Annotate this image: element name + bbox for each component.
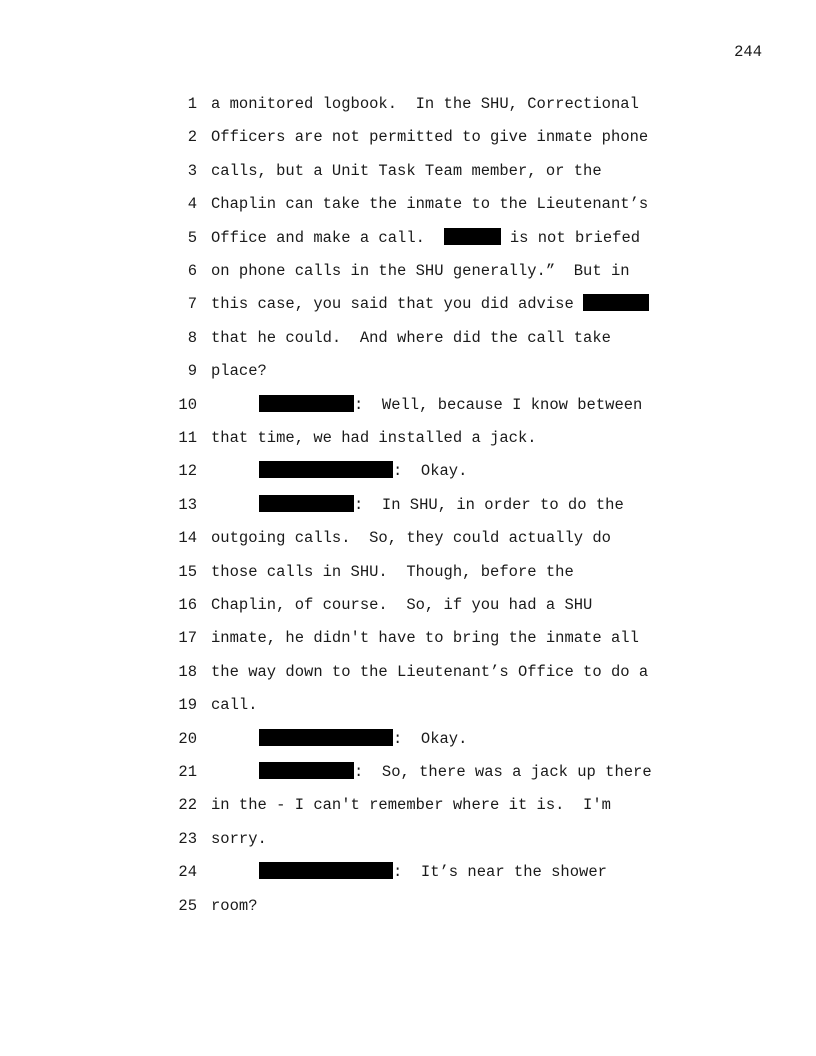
line-number: 24	[178, 863, 197, 882]
redaction-block	[259, 729, 393, 746]
line-number: 20	[178, 729, 197, 748]
transcript-line	[0, 729, 816, 749]
text-segment: : It’s near the shower	[393, 863, 607, 882]
text-segment: : Well, because I know between	[354, 395, 643, 414]
line-number: 10	[178, 395, 197, 414]
redaction-block	[583, 294, 649, 311]
transcript-line	[0, 896, 816, 916]
line-number: 14	[178, 529, 197, 548]
line-text	[211, 695, 258, 715]
text-segment: those calls in SHU. Though, before the	[211, 562, 574, 581]
speaker-line-text	[259, 395, 642, 415]
transcript-line	[0, 829, 816, 849]
transcript-line	[0, 428, 816, 448]
line-text	[211, 528, 611, 548]
transcript-line	[0, 762, 816, 782]
line-text	[211, 94, 639, 114]
transcript-line	[0, 495, 816, 515]
text-segment: : So, there was a jack up there	[354, 763, 652, 781]
text-segment: the way down to the Lieutenant’s Office to do a	[211, 662, 649, 681]
transcript-line	[0, 328, 816, 348]
text-segment: room?	[211, 896, 258, 915]
line-text	[211, 127, 648, 147]
line-number: 5	[187, 228, 197, 247]
transcript-line	[0, 161, 816, 181]
line-text	[211, 562, 574, 582]
line-text	[211, 595, 592, 615]
line-text	[211, 795, 611, 815]
line-number: 15	[178, 562, 197, 581]
redaction-block	[259, 495, 354, 512]
line-number: 4	[187, 195, 197, 214]
redaction-block	[259, 461, 393, 478]
transcript-line	[0, 94, 816, 114]
line-number: 6	[187, 262, 197, 280]
text-segment: : Okay.	[393, 462, 468, 481]
text-segment: outgoing calls. So, they could actually do	[211, 529, 611, 548]
transcript-line	[0, 361, 816, 381]
text-segment: Chaplin can take the inmate to the Lieutenant’s	[211, 195, 649, 214]
text-segment: is not briefed	[500, 228, 641, 247]
transcript-line	[0, 194, 816, 214]
line-number: 19	[178, 696, 197, 715]
line-number: 23	[178, 829, 197, 848]
transcript-line	[0, 862, 816, 882]
transcript-line	[0, 261, 816, 281]
line-text	[211, 294, 649, 314]
text-segment: Office and make a call.	[211, 228, 444, 247]
redaction-block	[444, 228, 501, 245]
transcript-line	[0, 795, 816, 815]
line-text	[211, 261, 630, 281]
transcript-line	[0, 562, 816, 582]
transcript-line	[0, 294, 816, 314]
text-segment: a monitored logbook. In the SHU, Correctional	[211, 95, 639, 113]
transcript-line	[0, 595, 816, 615]
line-number: 9	[187, 362, 197, 381]
redaction-block	[259, 762, 354, 779]
text-segment: that time, we had installed a jack.	[211, 429, 537, 447]
transcript-line	[0, 228, 816, 248]
line-text	[211, 628, 639, 648]
transcript-line	[0, 127, 816, 147]
speaker-line-text	[259, 729, 467, 749]
speaker-line-text	[259, 762, 652, 782]
line-number: 8	[187, 328, 197, 347]
line-text	[211, 428, 537, 448]
text-segment: in the - I can't remember where it is. I'm	[211, 796, 611, 815]
line-number: 18	[178, 662, 197, 681]
speaker-line-text	[259, 862, 607, 882]
line-number: 11	[178, 429, 197, 447]
line-text	[211, 228, 640, 248]
text-segment: : In SHU, in order to do the	[354, 495, 624, 514]
line-number: 17	[178, 629, 197, 648]
text-segment: on phone calls in the SHU generally.” But in	[211, 262, 630, 280]
line-number: 21	[178, 763, 197, 781]
transcript-line	[0, 662, 816, 682]
text-segment: this case, you said that you did advise	[211, 295, 584, 314]
text-segment: calls, but a Unit Task Team member, or the	[211, 161, 602, 180]
line-text	[211, 662, 648, 682]
speaker-line-text	[259, 461, 467, 481]
line-number: 16	[178, 596, 197, 614]
line-text	[211, 194, 648, 214]
line-number: 13	[178, 495, 197, 514]
line-number: 7	[187, 295, 197, 314]
text-segment: that he could. And where did the call take	[211, 328, 611, 347]
page-number: 244	[734, 43, 762, 61]
transcript-line	[0, 528, 816, 548]
line-text	[211, 161, 602, 181]
text-segment: Officers are not permitted to give inmate phone	[211, 128, 649, 147]
line-text	[211, 829, 267, 849]
line-number: 22	[178, 796, 197, 815]
redaction-block	[259, 395, 354, 412]
line-text	[211, 361, 267, 381]
redaction-block	[259, 862, 393, 879]
text-segment: Chaplin, of course. So, if you had a SHU	[211, 596, 593, 614]
transcript-line	[0, 695, 816, 715]
text-segment: call.	[211, 696, 258, 715]
line-number: 2	[187, 128, 197, 147]
transcript-line	[0, 628, 816, 648]
text-segment: sorry.	[211, 829, 267, 848]
line-number: 12	[178, 462, 197, 481]
text-segment: place?	[211, 362, 267, 381]
line-number: 3	[187, 161, 197, 180]
text-segment: : Okay.	[393, 729, 468, 748]
line-number: 25	[178, 896, 197, 915]
transcript-line	[0, 461, 816, 481]
line-text	[211, 896, 258, 916]
line-number: 1	[187, 95, 197, 113]
speaker-line-text	[259, 495, 624, 515]
transcript-line	[0, 395, 816, 415]
line-text	[211, 328, 611, 348]
text-segment: inmate, he didn't have to bring the inmate all	[211, 629, 639, 648]
